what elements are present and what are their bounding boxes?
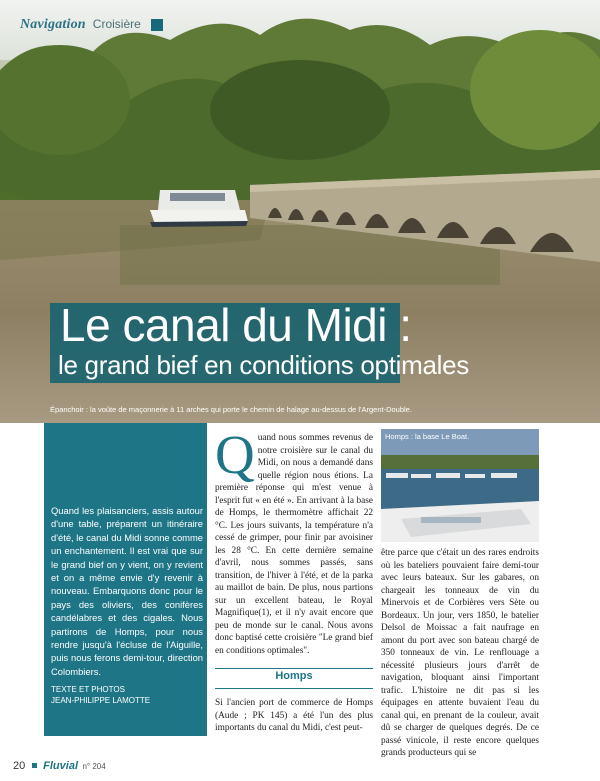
page-number: 20 — [13, 760, 26, 772]
hero-caption: Épanchoir : la voûte de maçonnerie à 11 arches qui porte le chemin de halage au-dessus de l'Argent-Double. — [50, 405, 412, 414]
article-column-2 — [381, 547, 539, 760]
article-subtitle: le grand bief en conditions optimales — [58, 350, 469, 380]
intro-box — [44, 423, 207, 736]
folio-marker — [32, 763, 37, 768]
credit-author: JEAN-PHILIPPE LAMOTTE — [51, 696, 151, 705]
column-1b-text: Si l'ancien port de commerce de Homps (Aude ; PK 145) a été l'un des plus importants du canal du Midi, c'est peut- — [215, 698, 373, 733]
subheading-homps: Homps — [275, 670, 313, 682]
section-label: Navigation — [20, 17, 86, 32]
column-1-text: uand nous sommes revenus de notre croisière sur le canal du Midi, on nous a demandé dans quelle région nous étions. La première réponse qui m'est venue à l'esprit fut « en été ». En arrivant à la base de Homps, le thermomètre affichait 22 °C. Les jours suivants, la température n'a cessé de grimper, pour finir par avoisiner les 28 °C. En cette dernière semaine d'avril, nous sommes passés, sans transition, de l'hiver à l'été, et de la parka au maillot de bain. De plus, nous partions sur un excellent bateau, le Royal Magnifique(1), et il n'y avait encore que peu de monde sur le canal. Nous avons donc baptisé cette croisière "Le grand bief en conditions optimales". — [215, 433, 373, 656]
subhead-rule-bottom — [215, 688, 373, 689]
credit-line-1: TEXTE ET PHOTOS — [51, 685, 125, 694]
issue-number: n° 204 — [82, 762, 106, 771]
article-title: Le canal du Midi : — [60, 299, 412, 351]
magazine-name: Fluvial — [43, 760, 78, 772]
marina-illustration — [381, 429, 539, 542]
page-folio — [13, 756, 106, 774]
subsection-label: Croisière — [92, 17, 141, 31]
subhead-rule-top — [215, 668, 373, 669]
section-rubric — [20, 15, 141, 33]
article-column-1 — [215, 424, 373, 657]
column-2-text: être parce que c'était un des rares endroits où les bateliers pouvaient faire demi-tour avec leurs bateaux. Sur les gabares, on chargeait les tonneaux de vin du Minervois et de Corbières vers Sète ou Bordeaux. Un jour, vers 1850, le batelier Delsol de Moissac a fait naufrage en amont du port avec son bateau chargé de 350 tonneaux de vin. Le renflouage a nécessité plusieurs jours d'arrêt de navigation, bloquant ainsi l'important trafic. L'histoire ne dit pas si les équipages en attente buvaient l'eau du canal qui, en prenant de la couleur, avait dû se charger de quelques degrés. De ce passé vinicole, il reste encore quelques grands producteurs qui se — [381, 548, 539, 758]
drop-cap: Q — [215, 424, 255, 485]
inset-caption: Homps : la base Le Boat. — [385, 432, 470, 441]
intro-text: Quand les plaisanciers, assis autour d'une table, préparent un itinéraire d'été, le canal du Midi sonne comme un enchantement. Il est vrai que sur le grand bief on y vient, on y revient et on a même envie d'y revenir à nouveau. Embarquons donc pour le pays des oliviers, des conifères candélabres et des cigales. Nous partirons de Homps, pour nous rendre jusqu'à l'écluse de l'Aiguille, puis nous ferons demi-tour, direction Colombiers. — [51, 505, 203, 677]
credit — [51, 684, 150, 706]
rubric-marker — [151, 19, 163, 31]
inset-photo — [381, 429, 539, 542]
article-column-1-continued — [215, 697, 373, 735]
